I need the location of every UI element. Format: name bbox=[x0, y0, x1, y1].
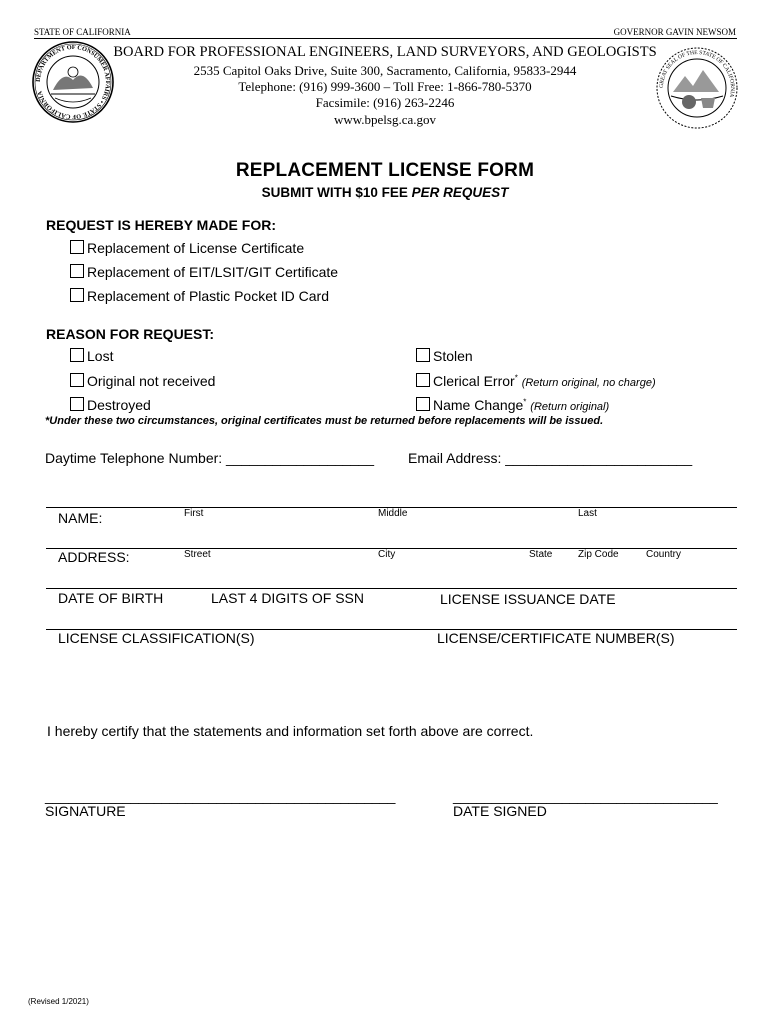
reason-label: Clerical Error bbox=[433, 373, 515, 389]
form-subtitle bbox=[0, 185, 770, 200]
form-title: REPLACEMENT LICENSE FORM bbox=[235, 160, 535, 181]
reason-stolen[interactable] bbox=[416, 348, 473, 364]
left-seal-text: DEPARTMENT OF CONSUMER AFFAIRS • STATE OF CALIFORNIA bbox=[34, 43, 112, 121]
signature-line[interactable]: _____________________________________________ bbox=[45, 788, 396, 804]
checkbox[interactable] bbox=[416, 397, 430, 411]
checkbox[interactable] bbox=[70, 240, 84, 254]
reason-footnote: *Under these two circumstances, original certificates must be returned before replacements will be issued. bbox=[45, 415, 604, 427]
checkbox[interactable] bbox=[416, 373, 430, 387]
request-item-label: Replacement of License Certificate bbox=[87, 240, 305, 256]
address-label: ADDRESS: bbox=[58, 549, 130, 565]
board-name: BOARD FOR PROFESSIONAL ENGINEERS, LAND SURVEYORS, AND GEOLOGISTS bbox=[113, 44, 657, 60]
header-rule bbox=[34, 38, 737, 39]
request-item-license[interactable] bbox=[70, 240, 304, 256]
date-signed-line[interactable]: __________________________________ bbox=[453, 788, 718, 804]
checkbox[interactable] bbox=[70, 288, 84, 302]
board-website: www.bpelsg.ca.gov bbox=[333, 112, 437, 127]
middle-name-field[interactable]: Middle bbox=[378, 508, 408, 519]
name-label: NAME: bbox=[58, 510, 103, 526]
request-item-label: Replacement of Plastic Pocket ID Card bbox=[87, 288, 329, 304]
ssn-field[interactable]: LAST 4 DIGITS OF SSN bbox=[211, 590, 365, 606]
reason-label: Lost bbox=[87, 348, 114, 364]
subtitle-main: SUBMIT WITH $10 FEE bbox=[261, 185, 408, 200]
reason-heading: REASON FOR REQUEST: bbox=[46, 326, 215, 342]
classification-field[interactable]: LICENSE CLASSIFICATION(S) bbox=[58, 630, 255, 646]
zip-field[interactable]: Zip Code bbox=[578, 549, 619, 560]
signature-label: SIGNATURE bbox=[45, 803, 126, 819]
email-field[interactable]: Email Address: ________________________ bbox=[408, 450, 693, 466]
asterisk: * bbox=[523, 397, 527, 407]
license-number-field[interactable]: LICENSE/CERTIFICATE NUMBER(S) bbox=[437, 630, 675, 646]
state-field[interactable]: State bbox=[529, 549, 553, 560]
reason-label: Stolen bbox=[433, 348, 473, 364]
dob-field[interactable]: DATE OF BIRTH bbox=[58, 590, 164, 606]
checkbox[interactable] bbox=[70, 397, 84, 411]
certify-statement: I hereby certify that the statements and information set forth above are correct. bbox=[47, 723, 534, 739]
reason-original-not-received[interactable] bbox=[70, 373, 215, 389]
subtitle-emph: PER REQUEST bbox=[411, 185, 509, 200]
request-heading: REQUEST IS HEREBY MADE FOR: bbox=[46, 217, 276, 233]
request-item-eit[interactable] bbox=[70, 264, 338, 280]
revised-date: (Revised 1/2021) bbox=[28, 997, 89, 1006]
clerical-note: (Return original, no charge) bbox=[521, 377, 656, 389]
first-name-field[interactable]: First bbox=[184, 508, 204, 519]
checkbox[interactable] bbox=[70, 264, 84, 278]
issuance-date-field[interactable]: LICENSE ISSUANCE DATE bbox=[440, 591, 616, 607]
governor-label: GOVERNOR GAVIN NEWSOM bbox=[613, 27, 736, 37]
request-item-pocket-id[interactable] bbox=[70, 288, 329, 304]
board-fax: Facsimile: (916) 263-2246 bbox=[315, 95, 455, 110]
reason-clerical-error[interactable] bbox=[416, 373, 656, 389]
right-seal-text: GREAT SEAL OF THE STATE OF CALIFORNIA bbox=[658, 49, 736, 98]
name-change-note: (Return original) bbox=[530, 401, 610, 413]
reason-name-change[interactable] bbox=[416, 397, 609, 413]
last-name-field[interactable]: Last bbox=[578, 508, 597, 519]
street-field[interactable]: Street bbox=[184, 549, 211, 560]
reason-label: Name Change bbox=[433, 397, 524, 413]
checkbox[interactable] bbox=[70, 348, 84, 362]
board-address: 2535 Capitol Oaks Drive, Suite 300, Sacramento, California, 95833-2944 bbox=[193, 63, 577, 78]
country-field[interactable]: Country bbox=[646, 549, 682, 560]
daytime-phone-field[interactable]: Daytime Telephone Number: ___________________ bbox=[45, 450, 374, 466]
reason-lost[interactable] bbox=[70, 348, 113, 364]
checkbox[interactable] bbox=[416, 348, 430, 362]
asterisk: * bbox=[514, 373, 518, 383]
reason-label: Original not received bbox=[87, 373, 216, 389]
city-field[interactable]: City bbox=[378, 549, 396, 560]
reason-label: Destroyed bbox=[87, 397, 151, 413]
request-item-label: Replacement of EIT/LSIT/GIT Certificate bbox=[87, 264, 339, 280]
dob-line bbox=[46, 588, 737, 589]
board-telephone: Telephone: (916) 999-3600 – Toll Free: 1-866-780-5370 bbox=[238, 79, 532, 94]
reason-destroyed[interactable] bbox=[70, 397, 151, 413]
checkbox[interactable] bbox=[70, 373, 84, 387]
date-signed-label: DATE SIGNED bbox=[453, 803, 547, 819]
state-label: STATE OF CALIFORNIA bbox=[34, 27, 131, 37]
